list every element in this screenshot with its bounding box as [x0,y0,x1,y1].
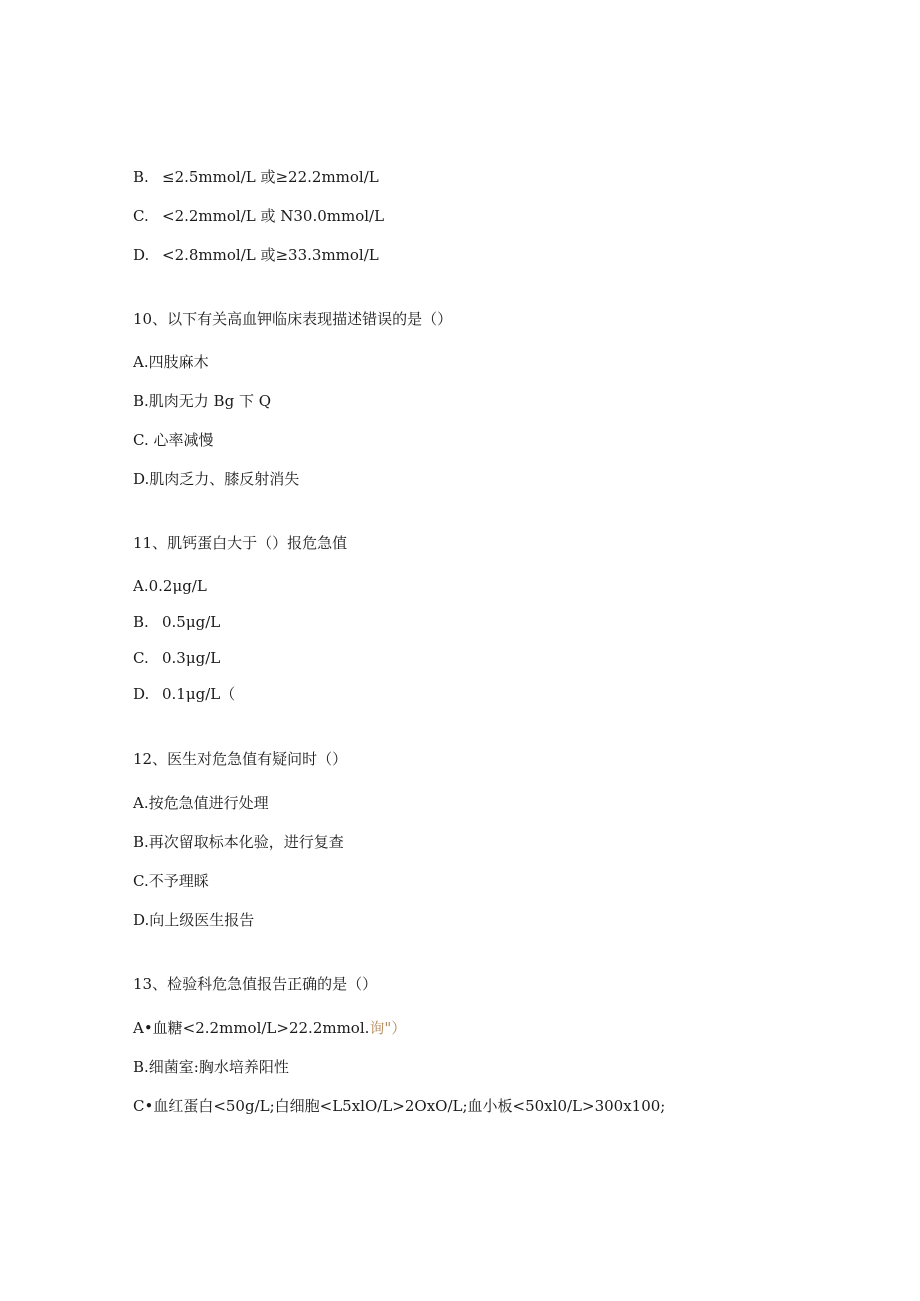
q9-option-c [133,206,384,226]
q12-option-b: B.再次留取标本化验，进行复查 [133,833,344,851]
option-letter: D. [133,246,150,264]
q10-option-b: B.肌肉无力 Bg 下 Q [133,392,272,410]
q13-option-c: C•血红蛋白<50g/L;白细胞<L5xlO/L>2OxO/L;血小板<50xl0/L>300x100; [133,1097,666,1115]
option-letter: C. [133,649,149,667]
question-12: 12、医生对危急值有疑问时（） [133,750,348,768]
q10-option-a: A.四肢麻木 [133,353,209,371]
option-text: 0.3μg/L [162,649,221,667]
option-text-smudged: 询"） [369,1019,407,1037]
option-text: <2.8mmol/L 或≥33.3mmol/L [162,246,379,264]
q11-option-c [133,648,220,668]
question-10: 10、以下有关高血钾临床表现描述错误的是（） [133,310,453,328]
q9-option-b [133,167,379,187]
option-text: 0.5μg/L [162,613,221,631]
q12-option-a: A.按危急值进行处理 [133,794,269,812]
option-text: A•血糖<2.2mmol/L>22.2mmol. [133,1019,370,1037]
option-letter: B. [133,613,149,631]
q10-option-d: D.肌肉乏力、膝反射消失 [133,470,300,488]
question-13: 13、检验科危急值报告正确的是（） [133,975,378,993]
q13-option-a [133,1018,406,1038]
q13-option-b: B.细菌室:胸水培养阳性 [133,1058,289,1076]
question-11: 11、肌钙蛋白大于（）报危急值 [133,534,348,552]
option-text: ≤2.5mmol/L 或≥22.2mmol/L [162,168,379,186]
option-letter: D. [133,685,150,703]
option-text: 0.1μg/L（ [162,685,236,703]
q11-option-b [133,612,220,632]
q9-option-d [133,245,379,265]
q12-option-d: D.向上级医生报告 [133,911,255,929]
option-text: <2.2mmol/L 或 N30.0mmol/L [162,207,385,225]
q11-option-a: A.0.2μg/L [133,577,207,595]
q12-option-c: C.不予理睬 [133,872,209,890]
option-letter: B. [133,168,149,186]
q10-option-c: C. 心率减慢 [133,431,214,449]
option-letter: C. [133,207,149,225]
q11-option-d [133,684,235,704]
